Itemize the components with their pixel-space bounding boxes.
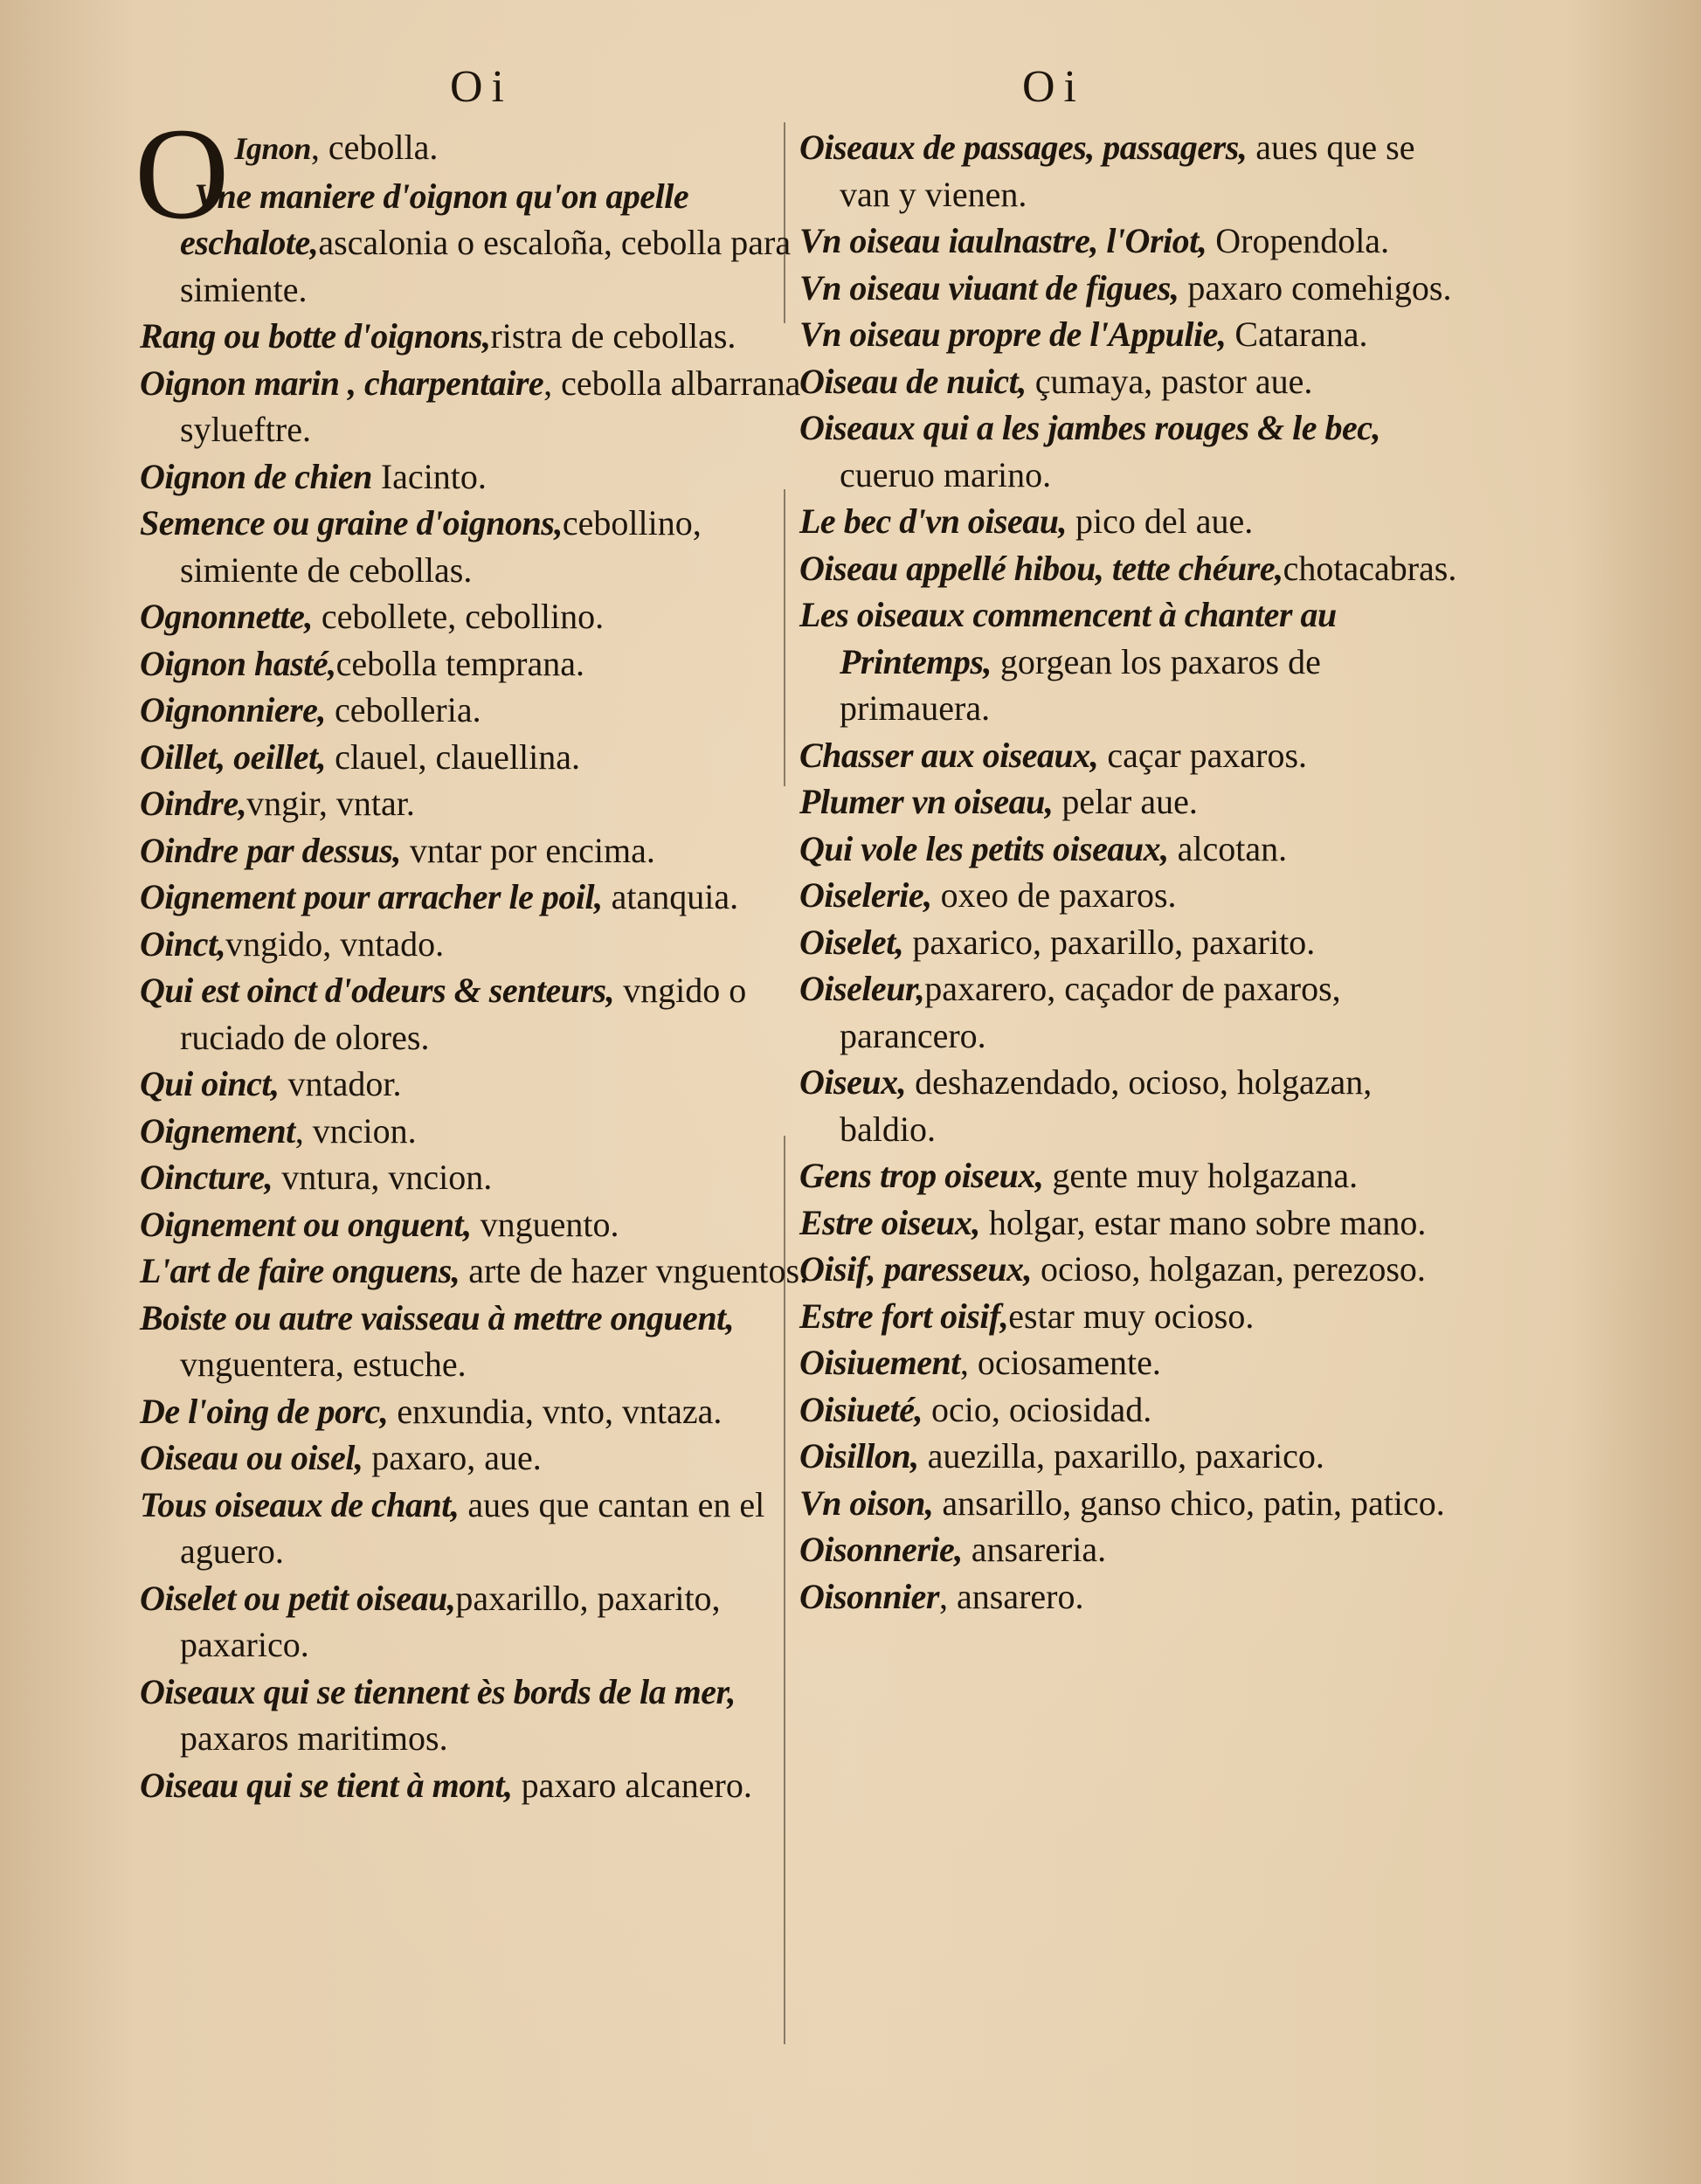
entry-definition: cebollino, simiente de cebollas. <box>180 503 702 590</box>
entry-headword: Oindre par dessus, <box>140 830 401 870</box>
entry-definition: gente muy holgazana. <box>1043 1156 1359 1195</box>
entry-headword: Le bec d'vn oiseau, <box>799 501 1067 541</box>
entry-headword: Oignon de chien <box>140 456 372 496</box>
entry-headword: Estre fort oisif, <box>799 1296 1009 1336</box>
entry-definition: paxaro comehigos. <box>1179 267 1452 308</box>
dictionary-entry <box>799 498 1472 545</box>
dictionary-entry <box>799 1339 1472 1386</box>
dictionary-entry <box>799 1573 1472 1621</box>
entry-definition: , cebolla albarrana sylueftre. <box>180 363 801 449</box>
entry-headword: Boiste ou autre vaisseau à mettre onguent, <box>140 1297 735 1337</box>
entry-definition: , ociosamente. <box>959 1343 1161 1382</box>
entry-definition: Oropendola. <box>1207 221 1390 260</box>
entry-headword: Oignon hasté, <box>140 643 336 683</box>
entry-definition: paxaros maritimos. <box>180 1718 448 1758</box>
entry-headword: Oignon marin , charpentaire <box>140 363 544 403</box>
entry-headword: Qui vole les petits oiseaux, <box>799 828 1169 868</box>
entry-definition: clauel, clauellina. <box>326 736 581 777</box>
entry-headword: Oisif, paresseux, <box>799 1249 1032 1289</box>
entry-headword: Oisonnier <box>799 1576 939 1616</box>
entry-definition: aues que cantan en el aguero. <box>180 1484 765 1571</box>
dictionary-entry <box>140 1248 821 1295</box>
entry-headword: Vn oison, <box>799 1482 934 1523</box>
dictionary-entry <box>140 1154 821 1201</box>
right-column <box>799 124 1472 1620</box>
dictionary-entry <box>799 311 1472 358</box>
dictionary-entry <box>799 218 1472 265</box>
dictionary-entry <box>140 967 821 1061</box>
dictionary-entry <box>140 780 821 827</box>
entry-headword: Tous oiseaux de chant, <box>140 1484 460 1524</box>
entry-definition: cueruo marino. <box>840 454 1052 494</box>
dictionary-entry <box>799 265 1472 312</box>
entry-headword: Oindre, <box>140 784 247 823</box>
entry-definition: , ansarero. <box>939 1576 1084 1616</box>
entry-headword: Oiselerie, <box>799 875 932 915</box>
entry-definition: oxeo de paxaros. <box>931 875 1177 915</box>
dictionary-entry <box>799 1526 1472 1573</box>
dictionary-entry <box>799 1433 1472 1480</box>
entry-definition: deshazendado, ocioso, holgazan, baldio. <box>840 1062 1373 1149</box>
entry-headword: Chasser aux oiseaux, <box>799 735 1099 775</box>
entry-definition: vntador. <box>279 1064 402 1103</box>
dictionary-entry <box>799 1246 1472 1293</box>
entry-definition: cebolla temprana. <box>335 643 584 683</box>
entry-definition: holgar, estar mano sobre mano. <box>979 1202 1427 1242</box>
entry-definition: çumaya, pastor aue. <box>1026 361 1313 401</box>
entry-definition: , vncion. <box>294 1110 417 1151</box>
dictionary-entry <box>799 1386 1472 1434</box>
entry-headword: Ignon <box>234 131 311 166</box>
entry-definition: pelar aue. <box>1053 782 1198 821</box>
dictionary-entry <box>140 500 821 593</box>
entry-definition: vnguentera, estuche. <box>180 1344 467 1384</box>
entry-headword: Oincture, <box>140 1158 273 1197</box>
entry-definition: arte de hazer vnguentos. <box>460 1251 809 1290</box>
entry-definition: vngir, vntar. <box>246 784 415 823</box>
entry-headword: Oisiueté, <box>799 1389 923 1429</box>
entry-definition: cebollete, cebollino. <box>312 597 605 636</box>
entry-headword: Gens trop oiseux, <box>799 1156 1044 1195</box>
entry-headword: Plumer vn oiseau, <box>799 782 1054 821</box>
entry-headword: Oiselet ou petit oiseau, <box>140 1578 456 1618</box>
entry-headword: Oiseau appellé hibou, tette chéure, <box>799 548 1283 588</box>
dictionary-entry <box>799 1152 1472 1199</box>
entry-headword: Vne maniere d'oignon qu'on apelle eschalote, <box>180 176 689 262</box>
dictionary-entry <box>140 921 821 968</box>
dictionary-entry <box>799 1199 1472 1247</box>
entry-definition: chotacabras. <box>1283 548 1457 588</box>
dictionary-entry <box>799 124 1472 218</box>
dictionary-entry <box>799 965 1472 1059</box>
dictionary-entry <box>140 360 821 453</box>
entry-definition: ocio, ociosidad. <box>923 1389 1152 1429</box>
dictionary-entry <box>140 640 821 688</box>
left-column <box>135 101 821 1808</box>
entry-headword: Vn oiseau propre de l'Appulie, <box>799 314 1227 354</box>
entry-definition: ocioso, holgazan, perezoso. <box>1031 1249 1426 1289</box>
dictionary-entry <box>140 313 821 360</box>
entry-headword: Oisonnerie, <box>799 1530 963 1569</box>
dictionary-entry <box>140 593 821 640</box>
entry-headword: Oisiuement <box>799 1343 960 1382</box>
dictionary-entry <box>799 1480 1472 1527</box>
entry-definition: vngido o ruciado de olores. <box>180 971 747 1057</box>
dictionary-entry <box>799 872 1472 919</box>
entry-definition: Catarana. <box>1226 314 1368 354</box>
dictionary-entry <box>799 1059 1472 1152</box>
entry-headword: Qui oinct, <box>140 1064 280 1103</box>
entry-definition: Iacinto. <box>371 456 487 496</box>
dictionary-entry <box>140 827 821 874</box>
dictionary-entry <box>140 1669 821 1762</box>
entry-definition: paxarillo, paxarito, paxarico. <box>180 1578 721 1664</box>
entry-headword: Oiseleur, <box>799 969 925 1008</box>
entry-headword: Les oiseaux commencent à chanter au Printemps, <box>799 595 1337 681</box>
entry-headword: Oillet, oeillet, <box>140 736 327 777</box>
entry-headword: Oignement ou onguent, <box>140 1204 472 1244</box>
entry-headword: Rang ou botte d'oignons, <box>140 316 491 356</box>
dictionary-entry <box>140 734 821 781</box>
entry-headword: Oiseux, <box>799 1062 907 1102</box>
entry-headword: Oignement pour arracher le poil, <box>140 877 603 916</box>
entry-definition: cebolleria. <box>325 690 481 729</box>
entry-definition: enxundia, vnto, vntaza. <box>388 1391 723 1431</box>
entry-headword: Oiselet, <box>799 922 904 962</box>
entry-headword: L'art de faire onguens, <box>140 1251 460 1290</box>
entry-definition: gorgean los paxaros de primauera. <box>840 641 1321 728</box>
entry-headword: Vn oiseau viuant de figues, <box>799 267 1179 308</box>
entry-headword: Semence ou graine d'oignons, <box>140 503 563 543</box>
entry-headword: Oignonniere, <box>140 690 326 729</box>
dictionary-entry <box>799 545 1472 592</box>
dictionary-entry <box>799 358 1472 405</box>
dictionary-entry <box>140 173 821 314</box>
entry-headword: Qui est oinct d'odeurs & senteurs, <box>140 971 615 1010</box>
entry-headword: Oiseaux qui a les jambes rouges & le bec, <box>799 408 1381 447</box>
entry-definition: paxarero, caçador de paxaros, parancero. <box>840 969 1341 1055</box>
entry-headword: Oiseaux de passages, passagers, <box>799 128 1248 167</box>
entry-headword: Oiseau ou oisel, <box>140 1438 363 1477</box>
entry-definition: auezilla, paxarillo, paxarico. <box>918 1436 1324 1476</box>
dictionary-entry <box>140 1295 821 1388</box>
dictionary-entry <box>799 1293 1472 1340</box>
entry-definition: pico del aue. <box>1067 501 1254 541</box>
entry-definition: ansareria. <box>962 1530 1107 1569</box>
dictionary-entry <box>140 1108 821 1155</box>
dictionary-entry <box>140 687 821 734</box>
dictionary-entry <box>799 919 1472 966</box>
entry-definition: vntar por encima. <box>400 830 655 870</box>
dictionary-entry <box>140 1388 821 1435</box>
entry-definition: caçar paxaros. <box>1098 735 1308 775</box>
entry-definition: vngido, vntado. <box>225 923 445 964</box>
dictionary-entry <box>140 1482 821 1575</box>
entry-definition: paxarico, paxarillo, paxarito. <box>903 922 1316 962</box>
entry-headword: Oignement <box>140 1110 295 1151</box>
dictionary-entry <box>799 826 1472 873</box>
entry-definition: ristra de cebollas. <box>490 316 736 356</box>
entry-headword: Oiseau de nuict, <box>799 361 1027 401</box>
entry-definition: atanquia. <box>602 877 739 916</box>
dictionary-entry <box>140 1201 821 1248</box>
entry-headword: Ognonnette, <box>140 597 313 636</box>
entry-definition: estar muy ocioso. <box>1008 1296 1255 1336</box>
dictionary-entry <box>799 732 1472 779</box>
entry-headword: De l'oing de porc, <box>140 1391 389 1431</box>
entry-headword: Oiseaux qui se tiennent ès bords de la mer, <box>140 1671 736 1711</box>
entry-definition: ascalonia o escaloña, cebolla para simiente. <box>180 223 792 309</box>
dictionary-entry <box>140 874 821 921</box>
entry-headword: Oiseau qui se tient à mont, <box>140 1765 513 1805</box>
dictionary-entry <box>140 1575 821 1669</box>
drop-cap: O <box>135 101 230 246</box>
entry-headword: Oisillon, <box>799 1436 919 1476</box>
entry-definition: paxaro alcanero. <box>512 1765 752 1805</box>
entry-definition: aues que se van y vienen. <box>840 128 1415 214</box>
dictionary-entry <box>799 404 1472 498</box>
dictionary-entry <box>799 778 1472 826</box>
left-column-header: Oi <box>450 62 513 112</box>
entry-definition: vnguento. <box>471 1204 619 1244</box>
right-column-header: Oi <box>1022 62 1085 112</box>
entry-definition: alcotan. <box>1168 828 1288 868</box>
entry-headword: Estre oiseux, <box>799 1202 980 1242</box>
dictionary-entry <box>140 453 821 501</box>
entry-definition: , cebolla. <box>310 128 439 167</box>
entry-definition: vntura, vncion. <box>273 1158 493 1197</box>
entry-definition: ansarillo, ganso chico, patin, patico. <box>933 1482 1445 1523</box>
entry-definition: paxaro, aue. <box>363 1438 542 1477</box>
entry-headword: Vn oiseau iaulnastre, l'Oriot, <box>799 221 1207 260</box>
dictionary-entry <box>799 591 1472 732</box>
entry-headword: Oinct, <box>140 923 226 964</box>
dictionary-entry <box>140 1762 821 1809</box>
dictionary-entry <box>140 1434 821 1482</box>
dictionary-entry <box>140 1061 821 1108</box>
